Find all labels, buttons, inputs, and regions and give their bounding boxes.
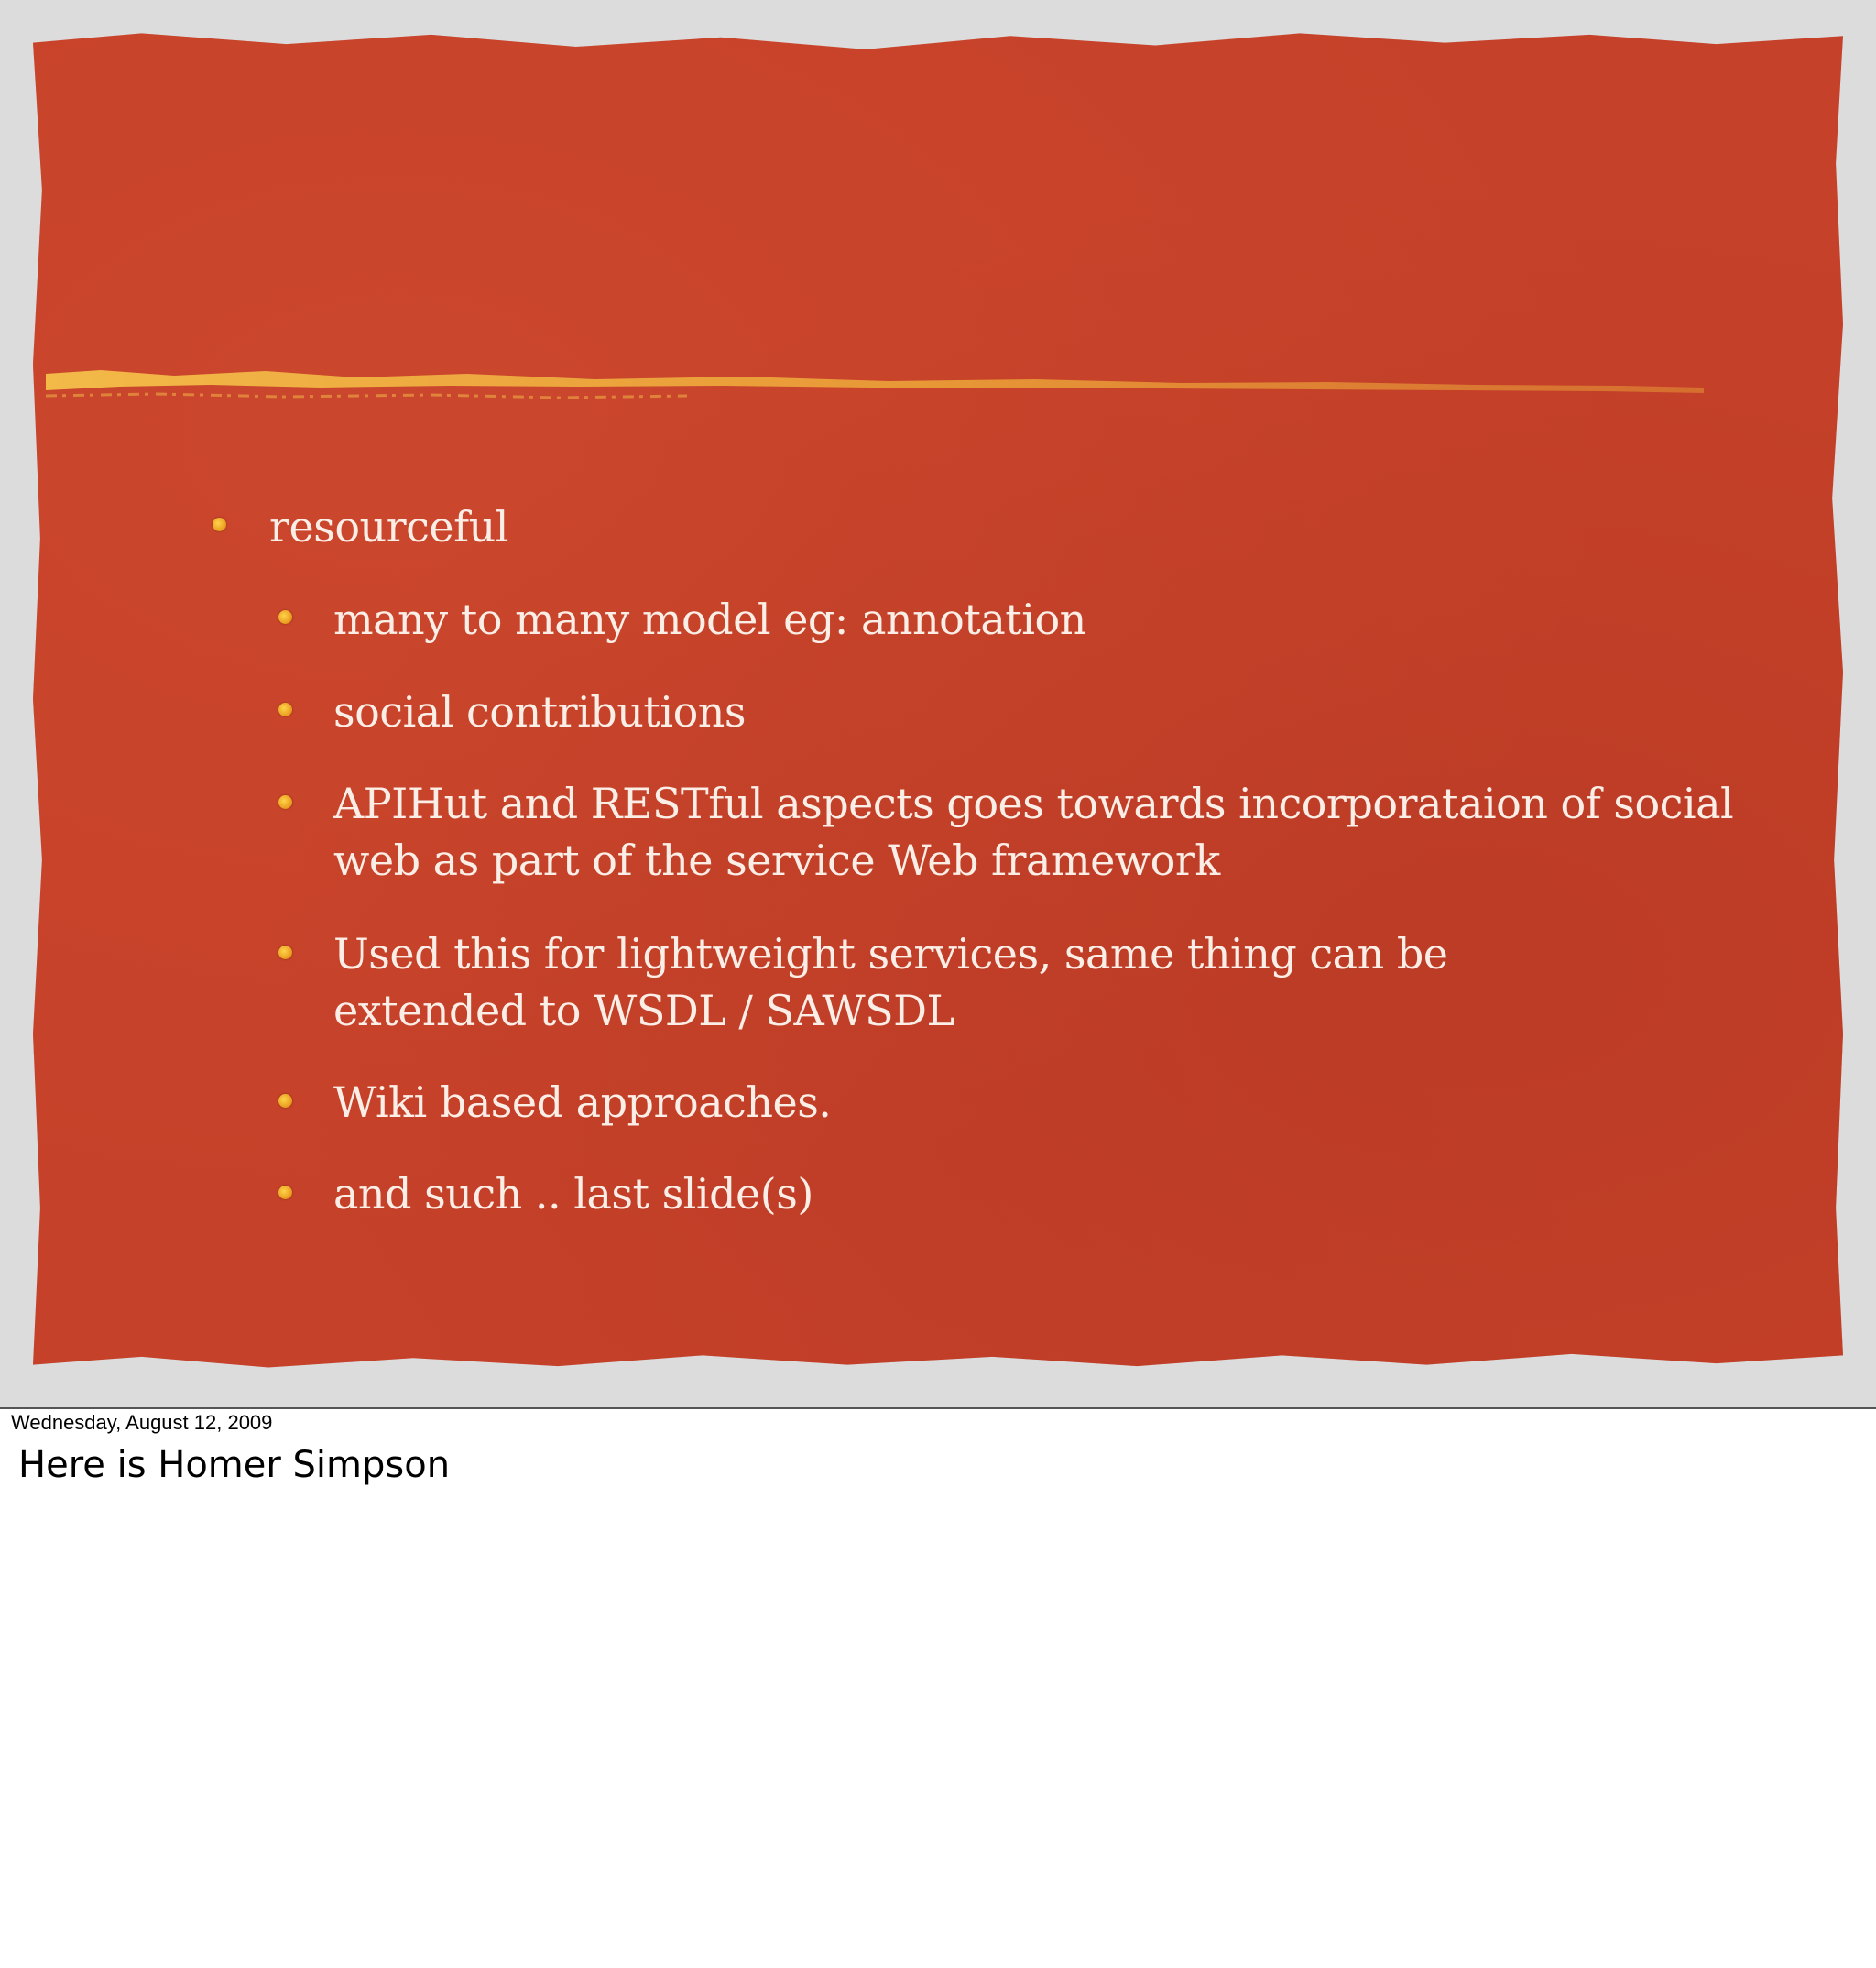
bullet-dot-icon — [278, 1094, 292, 1108]
slide-date: Wednesday, August 12, 2009 — [11, 1411, 273, 1434]
bullet-dot-icon — [278, 1186, 292, 1199]
bullet-level2: Used this for lightweight services, same thing can be extended to WSDL / SAWSDL — [333, 929, 1448, 1035]
bullet-dot-icon — [278, 946, 292, 959]
bullet-dot-icon — [278, 610, 292, 624]
bullet-dot-icon — [278, 703, 292, 716]
bullet-level1: resourceful — [269, 502, 508, 552]
bullet-level2: many to many model eg: annotation — [333, 595, 1086, 644]
bullet-level2: and such .. last slide(s) — [333, 1169, 813, 1219]
bullet-dot-icon — [278, 795, 292, 809]
speaker-notes: Here is Homer Simpson — [18, 1444, 451, 1486]
bullet-level2: APIHut and RESTful aspects goes towards incorporataion of social web as part of the service Web framework — [333, 779, 1734, 885]
bullet-level2: Wiki based approaches. — [333, 1077, 832, 1127]
bullet-dot-icon — [213, 518, 226, 531]
bullet-level2: social contributions — [333, 687, 746, 737]
